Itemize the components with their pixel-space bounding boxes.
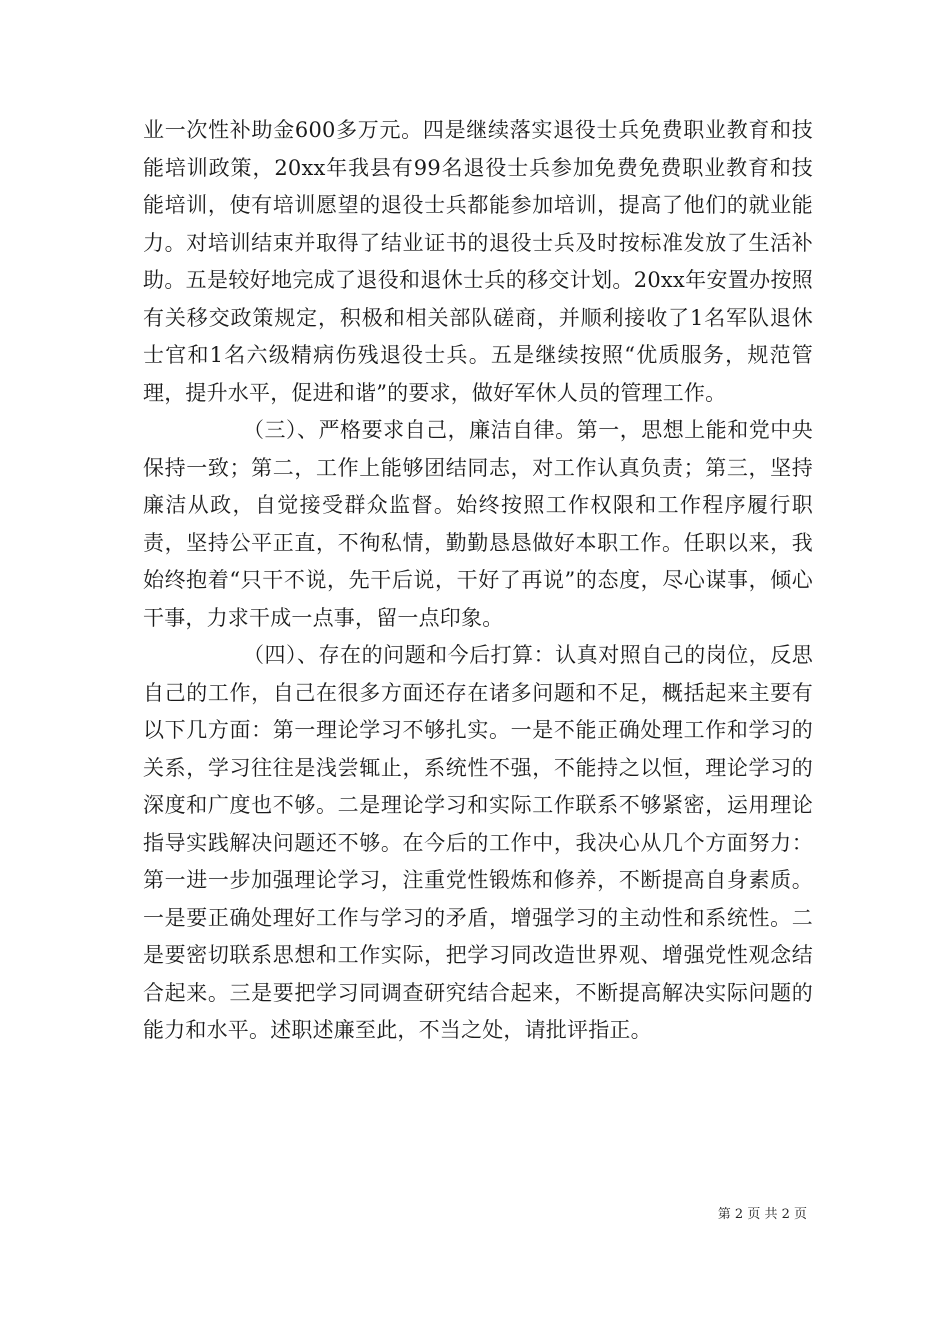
paragraph-section-4: （四）、存在的问题和今后打算：认真对照自己的岗位，反思自己的工作，自己在很多方面还存在诸多问题和不足，概括起来主要有以下几方面：第一理论学习不够扎实。一是不能正确处理工作和学习的关系，学习往往是浅尝辄止，系统性不强，不能持之以恒，理论学习的深度和广度也不够。二是理论学习和实际工作联系不够紧密，运用理论指导实践解决问题还不够。在今后的工作中，我决心从几个方面努力：第一进一步加强理论学习，注重党性锻炼和修养，不断提高自身素质。一是要正确处理好工作与学习的矛盾，增强学习的主动性和系统性。二是要密切联系思想和工作实际，把学习同改造世界观、增强党性观念结合起来。三是要把学习同调查研究结合起来，不断提高解决实际问题的能力和水平。述职述廉至此，不当之处，请批评指正。	[143, 643, 813, 1042]
paragraph-section-3: （三）、严格要求自己，廉洁自律。第一，思想上能和党中央保持一致；第二，工作上能够团结同志，对工作认真负责；第三，坚持廉洁从政，自觉接受群众监督。始终按照工作权限和工作程序履行职责，坚持公平正直，不徇私情，勤勤恳恳做好本职工作。任职以来，我始终抱着“只干不说，先干后说，干好了再说”的态度，尽心谋事，倾心干事，力求干成一点事，留一点印象。	[143, 418, 813, 630]
paragraph-continuation: 业一次性补助金600多万元。四是继续落实退役士兵免费职业教育和技能培训政策，20xx年我县有99名退役士兵参加免费免费职业教育和技能培训，使有培训愿望的退役士兵都能参加培训，提高了他们的就业能力。对培训结束并取得了结业证书的退役士兵及时按标准发放了生活补助。五是较好地完成了退役和退休士兵的移交计划。20xx年安置办按照有关移交政策规定，积极和相关部队磋商，并顺利接收了1名军队退休士官和1名六级精病伤残退役士兵。五是继续按照“优质服务，规范管理，提升水平，促进和谐”的要求，做好军休人员的管理工作。	[143, 118, 813, 405]
document-body	[143, 112, 813, 1050]
page-number-footer: 第 2 页 共 2 页	[717, 1207, 807, 1222]
